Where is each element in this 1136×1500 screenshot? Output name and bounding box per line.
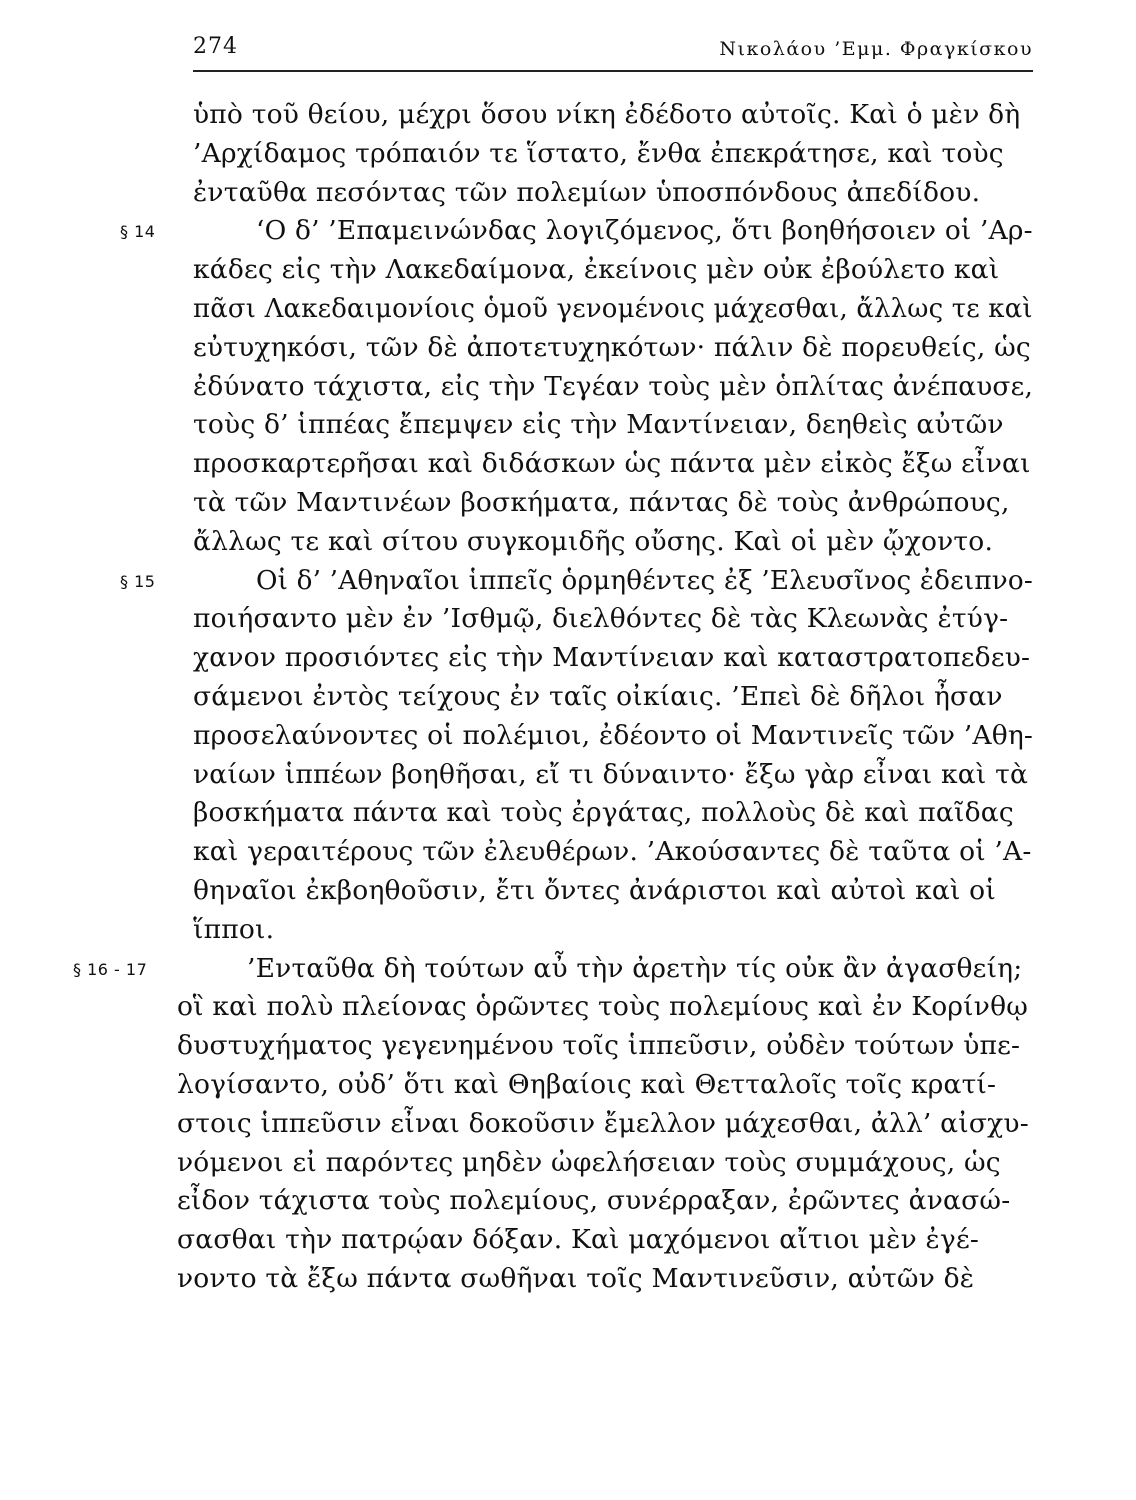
text-line: δυστυχήματος γεγενημένου τοῖς ἱππεῦσιν, οὐδὲν τούτων ὑπε- [177,1030,1021,1062]
text-line: νόμενοι εἰ παρόντες μηδὲν ὠφελήσειαν τοὺς συμμάχους, ὡς [177,1146,1001,1178]
text-line: προσκαρτερῆσαι καὶ διδάσκων ὡς πάντα μὲν εἰκὸς ἔξω εἶναι [193,448,1031,480]
text-line: εἶδον τάχιστα τοὺς πολεμίους, συνέρραξαν, ἐρῶντες ἀνασώ- [177,1185,1011,1217]
text-line: νοντο τὰ ἔξω πάντα σωθῆναι τοῖς Μαντινεῦσιν, αὐτῶν δὲ [177,1262,975,1294]
text-line: βοσκήματα πάντα καὶ τοὺς ἐργάτας, πολλοὺς δὲ καὶ παῖδας [193,797,1014,829]
text-line: στοις ἱππεῦσιν εἶναι δοκοῦσιν ἔμελλον μάχεσθαι, ἀλλ’ αἰσχυ- [177,1107,1029,1139]
section-marker-15: § 15 [120,571,156,591]
text-line: § 15 Οἱ δ’ ’Αθηναῖοι ἱππεῖς ὁρμηθέντες ἐξ ’Ελευσῖνος ἐδειπνο- [120,564,1033,596]
running-head-title: Νικολάου ’Εμμ. Φραγκίσκου [719,38,1033,60]
text-line: ναίων ἱππέων βοηθῆσαι, εἴ τι δύναιντο· ἔξω γὰρ εἶναι καὶ τὰ [193,758,1029,790]
header-rule [193,70,1033,72]
text-line: ὑπὸ τοῦ θείου, μέχρι ὅσου νίκη ἐδέδοτο αὐτοῖς. Καὶ ὁ μὲν δὴ [193,99,1021,130]
text-line: ἐνταῦθα πεσόντας τῶν πολεμίων ὑποσπόνδους ἀπεδίδου. [193,176,981,208]
text-line: § 16 - 17 ’Ενταῦθα δὴ τούτων αὖ τὴν ἀρετὴν τίς οὐκ ἂν ἀγασθείη; [73,952,1023,984]
page-number: 274 [193,34,238,59]
text-line: λογίσαντο, οὐδ’ ὅτι καὶ Θηβαίοις καὶ Θετταλοῖς τοῖς κρατί- [177,1068,997,1100]
text-line: ἄλλως τε καὶ σίτου συγκομιδῆς οὔσης. Καὶ οἱ μὲν ᾤχοντο. [193,525,994,557]
text-line: οἳ καὶ πολὺ πλείονας ὁρῶντες τοὺς πολεμίους καὶ ἐν Κορίνθῳ [177,991,1029,1023]
section-marker-14: § 14 [120,222,156,242]
text-line: ’Αρχίδαμος τρόπαιόν τε ἵστατο, ἔνθα ἐπεκράτησε, καὶ τοὺς [193,137,1004,169]
text-line: κάδες εἰς τὴν Λακεδαίμονα, ἐκείνοις μὲν οὐκ ἐβούλετο καὶ [193,254,1000,286]
text-line: καὶ γεραιτέρους τῶν ἐλευθέρων. ’Ακούσαντες δὲ ταῦτα οἱ ’Α- [193,836,1032,868]
text-line: θηναῖοι ἐκβοηθοῦσιν, ἔτι ὄντες ἀνάριστοι καὶ αὐτοὶ καὶ οἱ [193,874,996,906]
text-line: εὐτυχηκόσι, τῶν δὲ ἀποτετυχηκότων· πάλιν δὲ πορευθείς, ὡς [193,331,1031,363]
text-line: ἵπποι. [193,913,275,945]
text-line: § 14 ‘Ο δ’ ’Επαμεινώνδας λογιζόμενος, ὅτι βοηθήσοιεν οἱ ’Αρ- [120,215,1033,247]
section-marker-16-17: § 16 - 17 [73,959,148,979]
text-line: ἐδύνατο τάχιστα, εἰς τὴν Τεγέαν τοὺς μὲν ὁπλίτας ἀνέπαυσε, [193,370,1034,402]
text-line: ποιήσαντο μὲν ἐν ’Ισθμῷ, διελθόντες δὲ τὰς Κλεωνὰς ἐτύγ- [193,603,1009,635]
text-line: σάμενοι ἐντὸς τείχους ἐν ταῖς οἰκίαις. ’Επεὶ δὲ δῆλοι ἦσαν [193,680,1003,712]
text-line: τοὺς δ’ ἱππέας ἔπεμψεν εἰς τὴν Μαντίνειαν, δεηθεὶς αὐτῶν [193,409,1004,441]
text-line: σασθαι τὴν πατρῴαν δόξαν. Καὶ μαχόμενοι αἴτιοι μὲν ἐγέ- [177,1224,980,1256]
text-line: πᾶσι Λακεδαιμονίοις ὁμοῦ γενομένοις μάχεσθαι, ἄλλως τε καὶ [193,292,1033,324]
text-line: προσελαύνοντες οἱ πολέμιοι, ἐδέοντο οἱ Μαντινεῖς τῶν ’Αθη- [193,719,1034,751]
running-head [193,30,1033,70]
text-line: χανον προσιόντες εἰς τὴν Μαντίνειαν καὶ καταστρατοπεδευ- [193,642,1031,674]
text-line: τὰ τῶν Μαντινέων βοσκήματα, πάντας δὲ τοὺς ἀνθρώπους, [193,486,1010,518]
body-text [0,96,1136,1299]
